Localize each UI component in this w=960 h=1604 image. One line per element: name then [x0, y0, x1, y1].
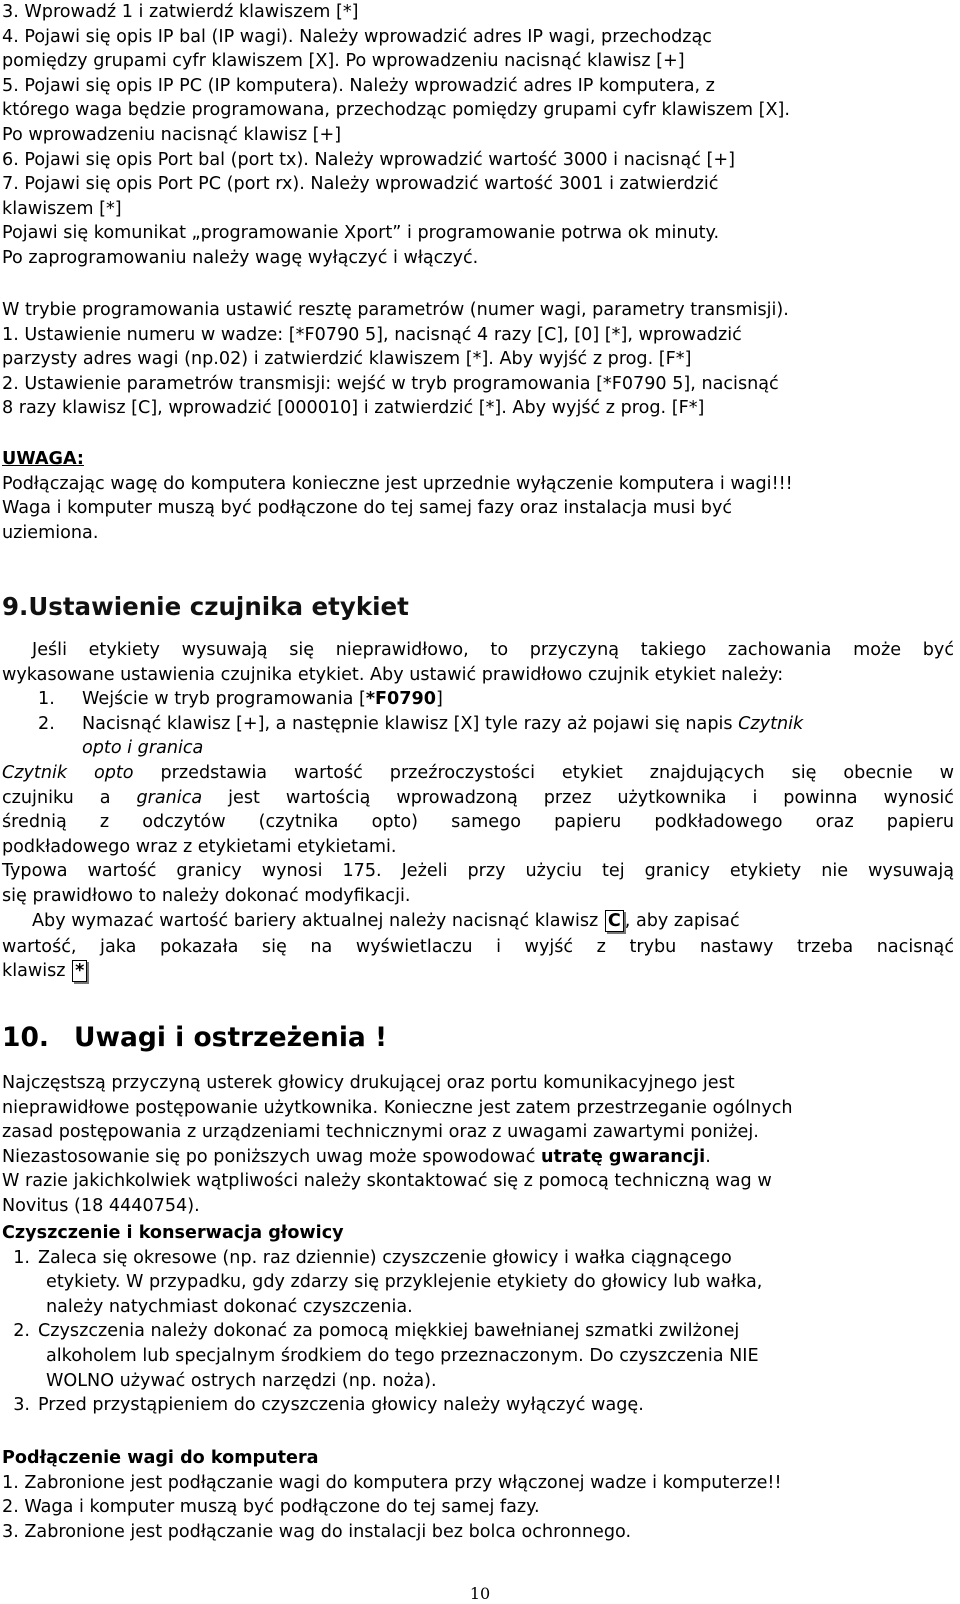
- page-number: 10: [469, 1584, 491, 1603]
- text: Niezastosowanie się po poniższych uwag może spowodować: [2, 1146, 541, 1167]
- step-text: Nacisnąć klawisz [+], a następnie klawisz [X] tyle razy aż pojawi się napis: [82, 713, 739, 734]
- connection-line: 3. Zabronione jest podłączanie wag do instalacji bez bolca ochronnego.: [2, 1521, 632, 1542]
- text: czujniku a: [2, 787, 137, 808]
- s10-line: zasad postępowania z urządzeniami technicznymi oraz z uwagami zawartymi poniżej.: [2, 1122, 759, 1143]
- connection-line: 2. Waga i komputer muszą być podłączone do tej samej fazy.: [2, 1497, 540, 1518]
- s9-p1-line: podkładowego wraz z etykietami etykietami.: [2, 836, 397, 857]
- warning-block: [2, 447, 954, 545]
- item-text: Czyszczenia należy dokonać za pomocą miękkiej bawełnianej szmatki zwilżonej: [38, 1321, 740, 1342]
- step-line: 5. Pojawi się opis IP PC (IP komputera). Należy wprowadzić adres IP komputera, z: [2, 75, 715, 96]
- warning-line: Waga i komputer muszą być podłączone do tej samej fazy oraz instalacja musi być: [2, 498, 733, 519]
- intro-line: wykasowane ustawienia czujnika etykiet. Aby ustawić prawidłowo czujnik etykiet należy:: [2, 664, 784, 685]
- param-line: 2. Ustawienie parametrów transmisji: wejść w tryb programowania [*F0790 5], nacisnąć: [2, 373, 779, 394]
- section-9-title: 9.Ustawienie czujnika etykiet: [2, 592, 409, 621]
- item-text: Zaleca się okresowe (np. raz dziennie) czyszczenie głowicy i wałka ciągnącego: [38, 1247, 732, 1268]
- cleaning-item-2-cont: WOLNO używać ostrych narzędzi (np. noża).: [46, 1370, 437, 1391]
- connection-title: Podłączenie wagi do komputera: [2, 1448, 319, 1468]
- s9-step-1: [2, 687, 954, 712]
- key-c-icon: C: [605, 910, 624, 932]
- s9-p1-line: średnią z odczytów (czytnika opto) samego papieru podkładowego oraz papieru: [2, 812, 954, 833]
- text: przedstawia wartość przeźroczystości etykiet znajdujących się obecnie w: [133, 762, 954, 783]
- param-line: 1. Ustawienie numeru w wadze: [*F0790 5], nacisnąć 4 razy [C], [0] [*], wprowadzić: [2, 324, 742, 345]
- s10-line: Najczęstszą przyczyną usterek głowicy drukującej oraz portu komunikacyjnego jest: [2, 1073, 735, 1093]
- s9-p2-line: Typowa wartość granicy wynosi 175. Jeżeli przy użyciu tej granicy etykiety nie wysuwają: [2, 861, 954, 882]
- intro-line: Jeśli etykiety wysuwają się nieprawidłowo, to przyczyną takiego zachowania może być: [32, 640, 954, 660]
- italic-term: granica: [136, 787, 203, 808]
- step-italic: Czytnik: [738, 713, 804, 734]
- section-title-text: Uwagi i ostrzeżenia !: [74, 1022, 388, 1053]
- s10-line: Novitus (18 4440754).: [2, 1195, 200, 1216]
- step-line: Po zaprogramowaniu należy wagę wyłączyć i włączyć.: [2, 247, 479, 268]
- text: klawisz: [2, 961, 72, 982]
- step-line: 4. Pojawi się opis IP bal (IP wagi). Należy wprowadzić adres IP wagi, przechodząc: [2, 26, 712, 47]
- text: , aby zapisać: [624, 910, 740, 931]
- cleaning-item-1-cont: etykiety. W przypadku, gdy zdarzy się przyklejenie etykiety do głowicy lub wałka,: [46, 1272, 763, 1293]
- s9-step-2: [2, 712, 954, 737]
- step-line: 6. Pojawi się opis Port bal (port tx). Należy wprowadzić wartość 3000 i nacisnąć [+]: [2, 149, 735, 170]
- item-text: Przed przystąpieniem do czyszczenia głowicy należy wyłączyć wagę.: [38, 1395, 644, 1416]
- step-line: 3. Wprowadź 1 i zatwierdź klawiszem [*]: [2, 2, 359, 22]
- key-star-icon: *: [72, 960, 87, 982]
- cleaning-item-2: [2, 1319, 954, 1344]
- warning-line: Podłączając wagę do komputera konieczne jest uprzednie wyłączenie komputera i wagi!!!: [2, 473, 793, 494]
- section-number: 10.: [2, 1022, 49, 1053]
- item-number: 3.: [13, 1395, 30, 1416]
- s9-p1-line: [2, 786, 954, 811]
- step-line: klawiszem [*]: [2, 198, 122, 219]
- warning-title: UWAGA:: [2, 449, 84, 469]
- connection-line: 1. Zabronione jest podłączanie wagi do komputera przy włączonej wadze i komputerze!!: [2, 1472, 782, 1493]
- step-line: Pojawi się komunikat „programowanie Xport” i programowanie potrwa ok minuty.: [2, 223, 720, 244]
- param-line: 8 razy klawisz [C], wprowadzić [000010] i zatwierdzić [*]. Aby wyjść z prog. [F*]: [2, 398, 705, 419]
- step-text: Wejście w tryb programowania [: [82, 689, 366, 710]
- s10-line: nieprawidłowe postępowanie użytkownika. Konieczne jest zatem przestrzeganie ogólnych: [2, 1097, 793, 1118]
- param-line: parzysty adres wagi (np.02) i zatwierdzić klawiszem [*]. Aby wyjść z prog. [F*]: [2, 349, 692, 370]
- step-line: Po wprowadzeniu nacisnąć klawisz [+]: [2, 124, 342, 145]
- cleaning-title: Czyszczenie i konserwacja głowicy: [2, 1223, 344, 1243]
- cleaning-item-1: [2, 1246, 954, 1271]
- section-10-title: [2, 1023, 954, 1053]
- step-line: 7. Pojawi się opis Port PC (port rx). Należy wprowadzić wartość 3001 i zatwierdzić: [2, 174, 719, 195]
- cleaning-block: [2, 1221, 954, 1418]
- italic-term: Czytnik opto: [2, 762, 134, 783]
- param-line: W trybie programowania ustawić resztę parametrów (numer wagi, parametry transmisji).: [2, 300, 789, 320]
- warning-line: uziemiona.: [2, 522, 99, 543]
- text: Aby wymazać wartość bariery aktualnej należy nacisnąć klawisz: [32, 910, 604, 931]
- cleaning-item-1-cont: należy natychmiast dokonać czyszczenia.: [46, 1296, 413, 1317]
- s9-step-2-cont: opto i granica: [82, 738, 204, 759]
- item-number: 1.: [13, 1247, 30, 1268]
- s9-p3-line: wartość, jaka pokazała się na wyświetlaczu i wyjść z trybu nastawy trzeba nacisnąć: [2, 936, 954, 957]
- text: .: [705, 1146, 711, 1167]
- s9-p3-line: [2, 909, 954, 935]
- cleaning-item-2-cont: alkoholem lub specjalnym środkiem do tego przeznaczonym. Do czyszczenia NIE: [46, 1345, 759, 1366]
- s9-p1-line: [2, 761, 954, 786]
- step-line: pomiędzy grupami cyfr klawiszem [X]. Po wprowadzeniu nacisnąć klawisz [+]: [2, 51, 685, 72]
- step-number: 1.: [38, 689, 55, 710]
- step-number: 2.: [38, 713, 55, 734]
- step-line: którego waga będzie programowana, przechodząc pomiędzy grupami cyfr klawiszem [X].: [2, 100, 790, 121]
- item-number: 2.: [13, 1321, 30, 1342]
- step-code: *F0790: [365, 689, 437, 710]
- section-10-body: [2, 1071, 954, 1219]
- connection-block: [2, 1446, 954, 1544]
- s10-line: W razie jakichkolwiek wątpliwości należy skontaktować się z pomocą techniczną wag w: [2, 1171, 772, 1192]
- step-text-end: ]: [436, 689, 443, 710]
- s9-p2-line: się prawidłowo to należy dokonać modyfikacji.: [2, 885, 411, 906]
- ip-setup-steps: [2, 0, 954, 271]
- section-9-body: [2, 638, 954, 985]
- cleaning-item-3: [2, 1393, 954, 1418]
- bold-text: utratę gwarancji: [540, 1146, 706, 1167]
- s10-line: [2, 1145, 954, 1170]
- parameters-block: [2, 298, 954, 421]
- s9-p3-line: [2, 959, 954, 985]
- text: jest wartością wprowadzoną przez użytkownika i powinna wynosić: [202, 787, 954, 808]
